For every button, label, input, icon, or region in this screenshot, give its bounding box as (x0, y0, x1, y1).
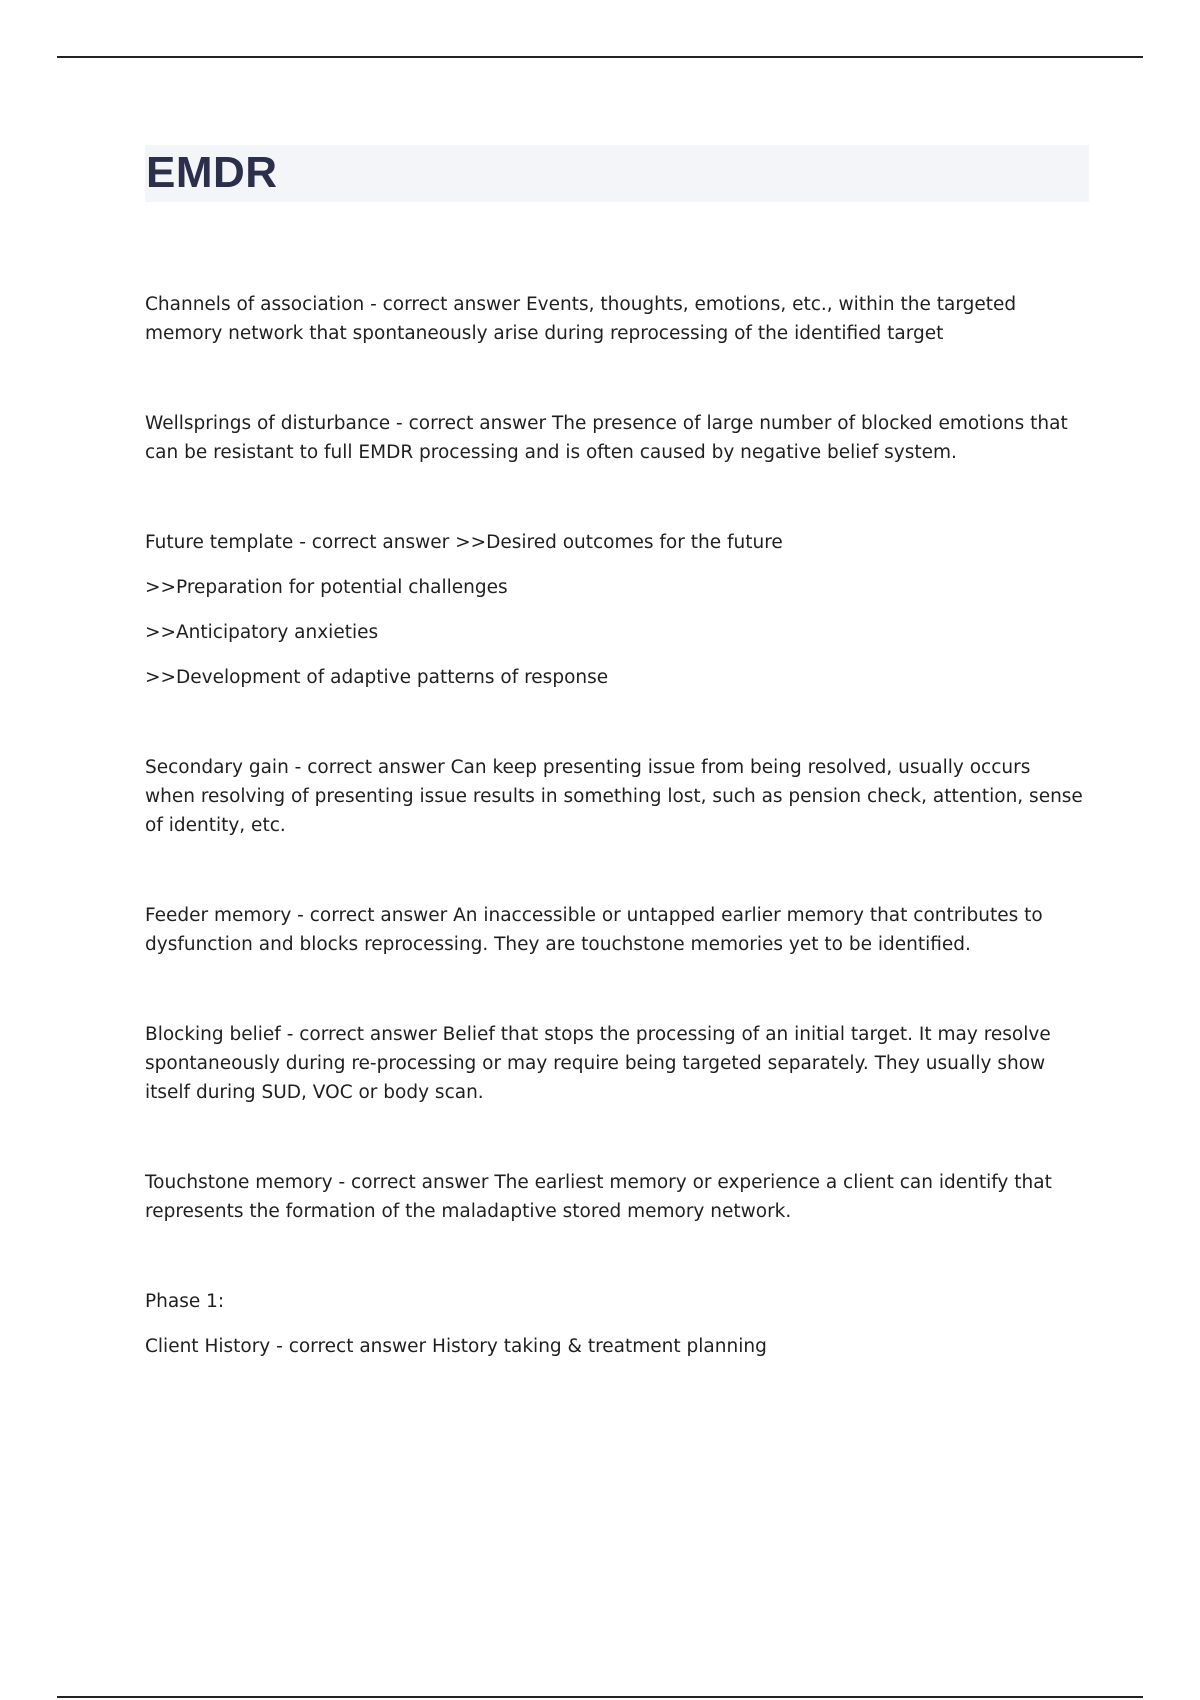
entry-secondary-gain (145, 753, 1085, 840)
entry-phase-1 (145, 1287, 1085, 1361)
entry-touchstone-memory (145, 1168, 1085, 1226)
entry-text: Wellsprings of disturbance - correct answer The presence of large number of blocked emotions that can be resistant to full EMDR processing and is often caused by negative belief system. (145, 413, 1068, 463)
entry-text: Blocking belief - correct answer Belief that stops the processing of an initial target. It may resolve spontaneously during re-processing or may require being targeted separately. They usually show itself during SUD, VOC or body scan. (145, 1024, 1051, 1103)
document-body (145, 290, 1085, 1361)
entry-blocking-belief (145, 1020, 1085, 1107)
entry-text: Secondary gain - correct answer Can keep presenting issue from being resolved, usually occurs when resolving of presenting issue results in something lost, such as pension check, attention, sense of identity, etc. (145, 757, 1083, 836)
entry-future-template (145, 528, 1085, 692)
entry-subline: >>Anticipatory anxieties (145, 622, 379, 643)
entry-text: Feeder memory - correct answer An inaccessible or untapped earlier memory that contributes to dysfunction and blocks reprocessing. They are touchstone memories yet to be identified. (145, 905, 1043, 955)
entry-feeder-memory (145, 901, 1085, 959)
entry-text: Channels of association - correct answer Events, thoughts, emotions, etc., within the targeted memory network that spontaneously arise during reprocessing of the identified target (145, 294, 1017, 344)
document-title: EMDR (146, 148, 278, 197)
bottom-rule (57, 1696, 1143, 1698)
entry-text: Touchstone memory - correct answer The earliest memory or experience a client can identify that represents the formation of the maladaptive stored memory network. (145, 1172, 1052, 1222)
entry-text: Phase 1: (145, 1291, 225, 1312)
top-rule (57, 56, 1143, 58)
entry-subline: >>Preparation for potential challenges (145, 577, 508, 598)
entry-subline: >>Development of adaptive patterns of response (145, 667, 609, 688)
entry-channels-of-association (145, 290, 1085, 348)
entry-wellsprings-of-disturbance (145, 409, 1085, 467)
title-band (145, 145, 1089, 202)
entry-subline: Client History - correct answer History taking & treatment planning (145, 1336, 767, 1357)
entry-text: Future template - correct answer >>Desired outcomes for the future (145, 532, 783, 553)
